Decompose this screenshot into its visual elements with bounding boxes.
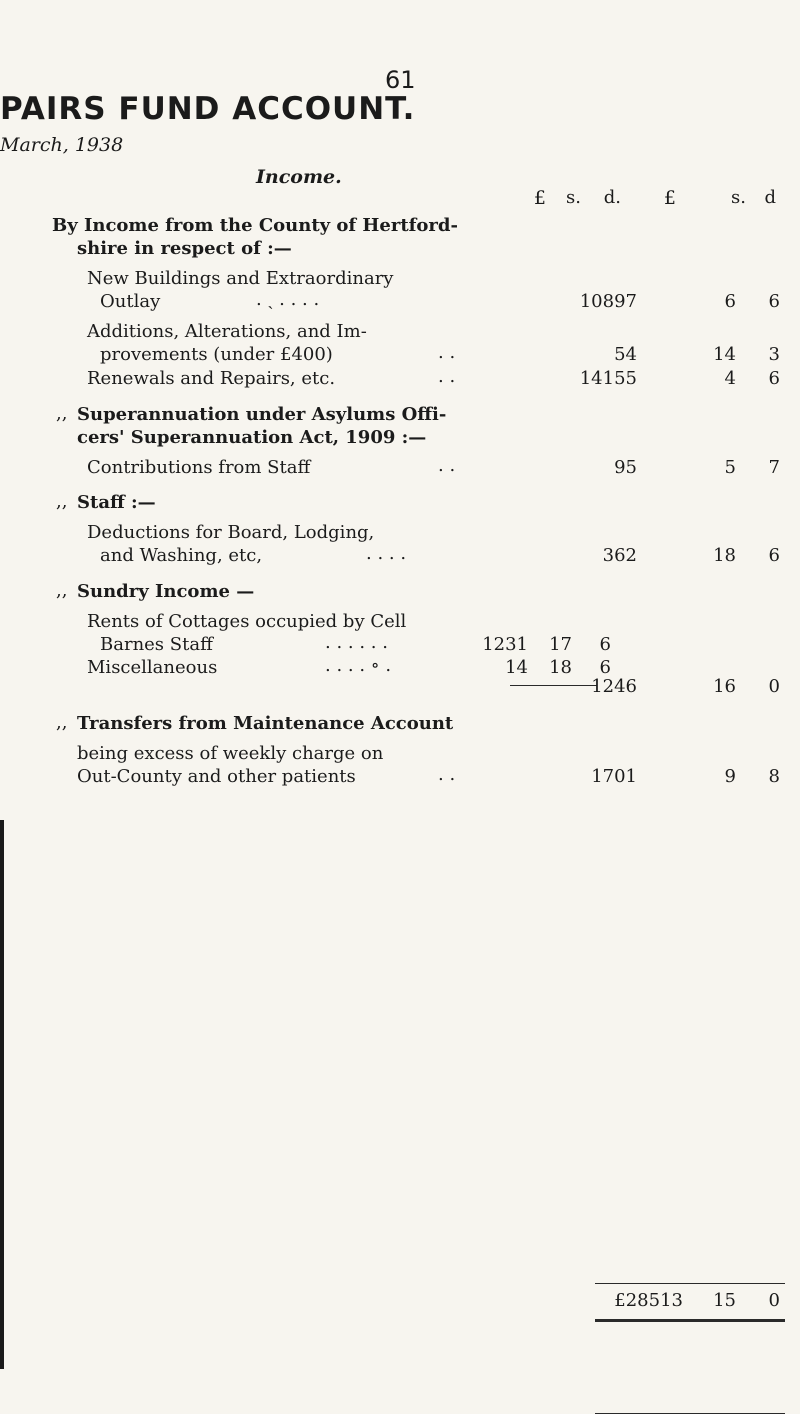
col-outer-pounds: £ [663, 187, 676, 209]
superannuation-prefix: ,, [56, 403, 68, 424]
renewals-pence: 6 [768, 368, 780, 389]
misc-shillings: 18 [549, 657, 572, 678]
sundry-prefix: ,, [56, 580, 68, 601]
page-number: 61 [385, 66, 416, 94]
new-buildings-line1: New Buildings and Extraordinary [87, 268, 394, 289]
grand-total-pounds: £28513 [614, 1290, 683, 1311]
county-heading-cont: shire in respect of :— [77, 238, 292, 259]
new-buildings-shillings: 6 [724, 291, 736, 312]
deductions-line2: and Washing, etc, [100, 545, 263, 566]
grand-total-shillings: 15 [713, 1290, 736, 1311]
new-buildings-line2: Outlay [100, 291, 161, 312]
col-outer-shillings: s. [731, 187, 746, 208]
transfers-line2: Out-County and other patients [77, 766, 356, 787]
additions-pence: 3 [768, 344, 780, 365]
rents-pounds: 1231 [482, 634, 528, 655]
misc-pence: 6 [599, 657, 611, 678]
leader-transfers: . . [438, 764, 456, 785]
deductions-line1: Deductions for Board, Lodging, [87, 522, 375, 543]
superannuation-heading: Superannuation under Asylums Offi- [77, 404, 447, 425]
rents-shillings: 17 [549, 634, 572, 655]
sundry-total-pounds: 1246 [591, 676, 637, 697]
transfers-line1: being excess of weekly charge on [77, 743, 384, 764]
rents-line2: Barnes Staff [100, 634, 213, 655]
contributions-line1: Contributions from Staff [87, 457, 311, 478]
transfers-pounds: 1701 [591, 766, 637, 787]
contributions-pence: 7 [768, 457, 780, 478]
date-line: March, 1938 [0, 134, 124, 156]
grand-total-rule-upper [595, 1283, 785, 1284]
col-inner-pence: d. [603, 187, 621, 208]
sundry-heading: Sundry Income — [77, 581, 255, 602]
deductions-pounds: 362 [602, 545, 637, 566]
col-outer-pence: d [764, 187, 776, 208]
renewals-line1: Renewals and Repairs, etc. [87, 368, 336, 389]
county-heading: By Income from the County of Hertford- [52, 215, 458, 236]
leader-additions: . . [438, 342, 456, 363]
misc-pounds: 14 [505, 657, 528, 678]
staff-heading: Staff :— [77, 492, 156, 513]
rents-pence: 6 [599, 634, 611, 655]
leader-rents: . . . . . . [325, 632, 388, 653]
section-heading: Income. [256, 166, 342, 188]
col-inner-pounds: £ [533, 187, 546, 209]
grand-total-double-rule [595, 1319, 785, 1322]
page-binding-edge [0, 820, 4, 1369]
leader-contributions: . . [438, 455, 456, 476]
sundry-total-pence: 0 [768, 676, 780, 697]
page-title: PAIRS FUND ACCOUNT. [0, 91, 416, 127]
superannuation-heading-cont: cers' Superannuation Act, 1909 :— [77, 427, 427, 448]
additions-line1: Additions, Alterations, and Im- [87, 321, 367, 342]
additions-line2: provements (under £400) [100, 344, 333, 365]
leader-deductions: . . . . [366, 543, 407, 564]
staff-prefix: ,, [56, 491, 68, 512]
additions-shillings: 14 [713, 344, 736, 365]
transfers-pence: 8 [768, 766, 780, 787]
deductions-pence: 6 [768, 545, 780, 566]
transfers-prefix: ,, [56, 712, 68, 733]
deductions-shillings: 18 [713, 545, 736, 566]
leader-renewals: . . [438, 366, 456, 387]
renewals-pounds: 14155 [579, 368, 637, 389]
leader-misc: . . . . ∘ . [325, 655, 392, 676]
grand-total-pence: 0 [768, 1290, 780, 1311]
contributions-pounds: 95 [614, 457, 637, 478]
misc-line1: Miscellaneous [87, 657, 218, 678]
new-buildings-pounds: 10897 [579, 291, 637, 312]
leader-outlay: . ˎ . . . . [256, 289, 320, 310]
transfers-shillings: 9 [724, 766, 736, 787]
renewals-shillings: 4 [724, 368, 736, 389]
contributions-shillings: 5 [724, 457, 736, 478]
additions-pounds: 54 [614, 344, 637, 365]
col-inner-shillings: s. [566, 187, 581, 208]
new-buildings-pence: 6 [768, 291, 780, 312]
transfers-heading: Transfers from Maintenance Account [77, 713, 454, 734]
rents-line1: Rents of Cottages occupied by Cell [87, 611, 407, 632]
sundry-total-shillings: 16 [713, 676, 736, 697]
